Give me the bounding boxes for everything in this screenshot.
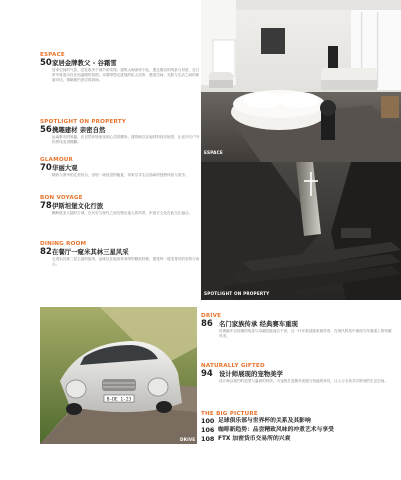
toc-entry-glamour[interactable]: [40, 157, 200, 195]
entry-title: 咖啡新趋势：品尝精致风味的冲煮艺术与享受: [218, 427, 334, 433]
toc-entry-big-picture[interactable]: [201, 417, 395, 426]
page-number: 108: [201, 435, 215, 443]
page-number: 100: [201, 417, 215, 425]
entry-title: 设计师展现的宠物美学: [219, 370, 283, 378]
photo-caption: DRIVE: [180, 437, 196, 442]
toc-entry-big-picture[interactable]: [201, 435, 395, 444]
toc-entry-bon-voyage[interactable]: [40, 195, 200, 241]
entry-title: 家居金牌教父 - 谷霜雪: [52, 59, 117, 67]
photo-caption: SPOTLIGHT ON PROPERTY: [204, 291, 270, 296]
entry-description: 走进米其林三星主厨的厨房，品味以在地食材演绎的精致料理，感受每一道菜背后的坚持与用心。: [52, 257, 200, 267]
chapel-photo: [201, 162, 401, 300]
entry-title: 伊斯坦堡文化行旅: [52, 202, 104, 210]
section-label: SPOTLIGHT ON PROPERTY: [40, 119, 126, 125]
toc-entry-espace[interactable]: [40, 52, 200, 119]
entry-description: 远离都市的喧嚣，在自然环境里找到心灵的栖所。建筑师以在地材料回应地景，让室内与户外的界线变得模糊。: [52, 135, 200, 145]
toc-entry-naturally-gifted[interactable]: [201, 363, 395, 411]
license-plate: B-DE 1-23: [106, 397, 132, 403]
page-number: 82: [40, 247, 52, 257]
car-illustration: [40, 307, 197, 444]
toc-entry-drive[interactable]: [201, 313, 395, 363]
toc-right-column: [201, 313, 395, 444]
chapel-illustration: [201, 162, 401, 300]
section-label: NATURALLY GIFTED: [201, 363, 265, 369]
entry-title: 携趣建材 亲密自然: [52, 126, 106, 134]
classic-car-photo: [40, 307, 197, 444]
section-label: ESPACE: [40, 52, 65, 58]
entry-title: 名门家族传承 经典赛车重现: [219, 320, 298, 328]
toc-entry-big-picture[interactable]: [201, 426, 395, 435]
toc-left-column: [40, 52, 200, 281]
entry-title: 在餐厅一窥米其林三星风采: [52, 248, 129, 256]
living-room-illustration: [201, 0, 401, 162]
page-number: 86: [201, 319, 213, 329]
page-number: 106: [201, 426, 215, 434]
entry-description: 横跨欧亚大陆的古城，在历史与现代之间交错出迷人的风景，东西方文化在此交汇融合。: [52, 211, 193, 215]
entry-description: 精致与奢华的完美结合，呈现一场视觉的飨宴，带来尽享生活品味的独特体验与美学。: [52, 173, 189, 177]
page-number: 78: [40, 201, 52, 211]
page-number: 56: [40, 125, 52, 135]
entry-description: 设计师以简约的造型与温润的材质，为宠物打造兼具美感与机能的家具，让人与毛孩共享舒适的生活空间。: [219, 379, 388, 383]
entry-title: 华丽大观: [52, 164, 78, 172]
entry-title: 足球俱乐部与世界杯的关系及其影响: [218, 418, 311, 424]
section-label: DINING ROOM: [40, 241, 87, 247]
page-number: 70: [40, 163, 52, 173]
photo-caption: ESPACE: [204, 150, 223, 155]
section-label: BON VOYAGE: [40, 195, 83, 201]
entry-description: 居家空间的气质，往往取决于细节的安排。建筑大师深谙于此，透过简洁的线条与材质，在日常中营造出自在而温暖的氛围。本期带您走进他的私人居所，感受空间、光影与生活之间的和谐对话，领略简约美学的真谛。: [52, 68, 200, 83]
toc-big-picture: [201, 411, 395, 444]
page-number: 50: [40, 58, 52, 68]
living-room-photo: [201, 0, 401, 162]
toc-entry-dining-room[interactable]: [40, 241, 200, 281]
section-label: THE BIG PICTURE: [201, 411, 258, 417]
toc-entry-spotlight[interactable]: [40, 119, 200, 157]
section-label: DRIVE: [201, 313, 222, 319]
section-label: GLAMOUR: [40, 157, 74, 163]
entry-title: FTX 加密货币交易所的兴衰: [218, 436, 291, 442]
page-number: 94: [201, 369, 213, 379]
entry-description: 经典跑车以优雅的线条与卓越性能闻名于世，这一代车款延续家族传奇，在现代科技中重现当年赛道上的荣耀风采。: [219, 329, 392, 339]
